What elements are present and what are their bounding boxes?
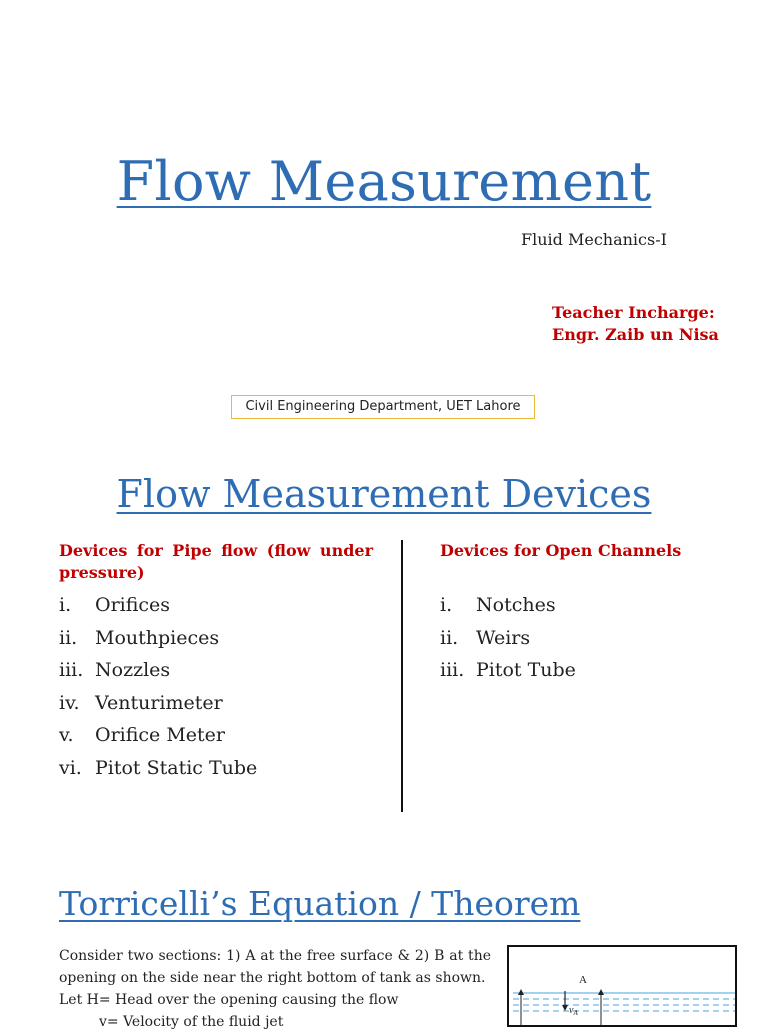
list-item-label: Notches: [476, 594, 556, 616]
description-line: Let H= Head over the opening causing the flow: [59, 992, 399, 1008]
pipe-flow-device-list: [59, 589, 257, 784]
tank-diagram: [507, 945, 737, 1027]
list-item-number: v.: [59, 724, 74, 746]
list-item: [59, 752, 257, 785]
list-item: [440, 622, 576, 655]
pipe-flow-heading: Devices for Pipe flow (flow under pressure): [59, 541, 373, 582]
list-item-label: Orifices: [95, 594, 171, 616]
department-box: Civil Engineering Department, UET Lahore: [231, 395, 535, 419]
velocity-arrow-icon: [562, 1005, 568, 1011]
list-item: [59, 719, 257, 752]
torricelli-description: [59, 945, 491, 1033]
list-item-label: Pitot Static Tube: [95, 756, 258, 779]
list-item: [59, 589, 257, 622]
tank-diagram-svg: [509, 947, 735, 1025]
open-channels-heading: Devices for Open Channels: [440, 541, 682, 560]
list-item-number: i.: [440, 594, 453, 616]
description-line: opening on the side near the right bottom of tank as shown.: [59, 970, 486, 986]
list-item: [59, 622, 257, 655]
list-item-number: iv.: [59, 691, 80, 714]
list-item-label: Mouthpieces: [95, 626, 220, 649]
teacher-label: Teacher Incharge:: [552, 303, 715, 322]
list-item-label: Orifice Meter: [95, 724, 225, 746]
list-item-number: i.: [59, 594, 72, 616]
list-item-number: ii.: [440, 626, 459, 649]
list-item-number: vi.: [59, 756, 82, 779]
list-item-number: ii.: [59, 626, 78, 649]
column-divider: [401, 540, 403, 812]
list-item: [59, 654, 257, 687]
dimension-arrow-icon: [518, 989, 524, 995]
description-line: Consider two sections: 1) A at the free surface & 2) B at the: [59, 948, 491, 964]
list-item-number: iii.: [59, 659, 84, 681]
teacher-info: [552, 302, 719, 346]
devices-section-title: Flow Measurement Devices: [116, 472, 652, 516]
list-item: [59, 687, 257, 720]
description-line: v= Velocity of the fluid jet: [99, 1014, 284, 1030]
list-item: [440, 589, 576, 622]
list-item-number: iii.: [440, 659, 465, 681]
label-a: A: [579, 974, 587, 986]
list-item-label: Pitot Tube: [476, 659, 576, 681]
label-v: $v_A$: [569, 1005, 578, 1017]
teacher-name: Engr. Zaib un Nisa: [552, 325, 719, 344]
reference-arrow-icon: [598, 989, 604, 995]
list-item: [440, 654, 576, 687]
course-name: Fluid Mechanics-I: [521, 230, 667, 249]
open-channel-device-list: [440, 589, 576, 687]
page-title: Flow Measurement: [116, 150, 652, 213]
list-item-label: Weirs: [476, 626, 531, 649]
list-item-label: Venturimeter: [95, 691, 223, 714]
list-item-label: Nozzles: [95, 659, 171, 681]
torricelli-section-title: Torricelli’s Equation / Theorem: [59, 884, 581, 923]
